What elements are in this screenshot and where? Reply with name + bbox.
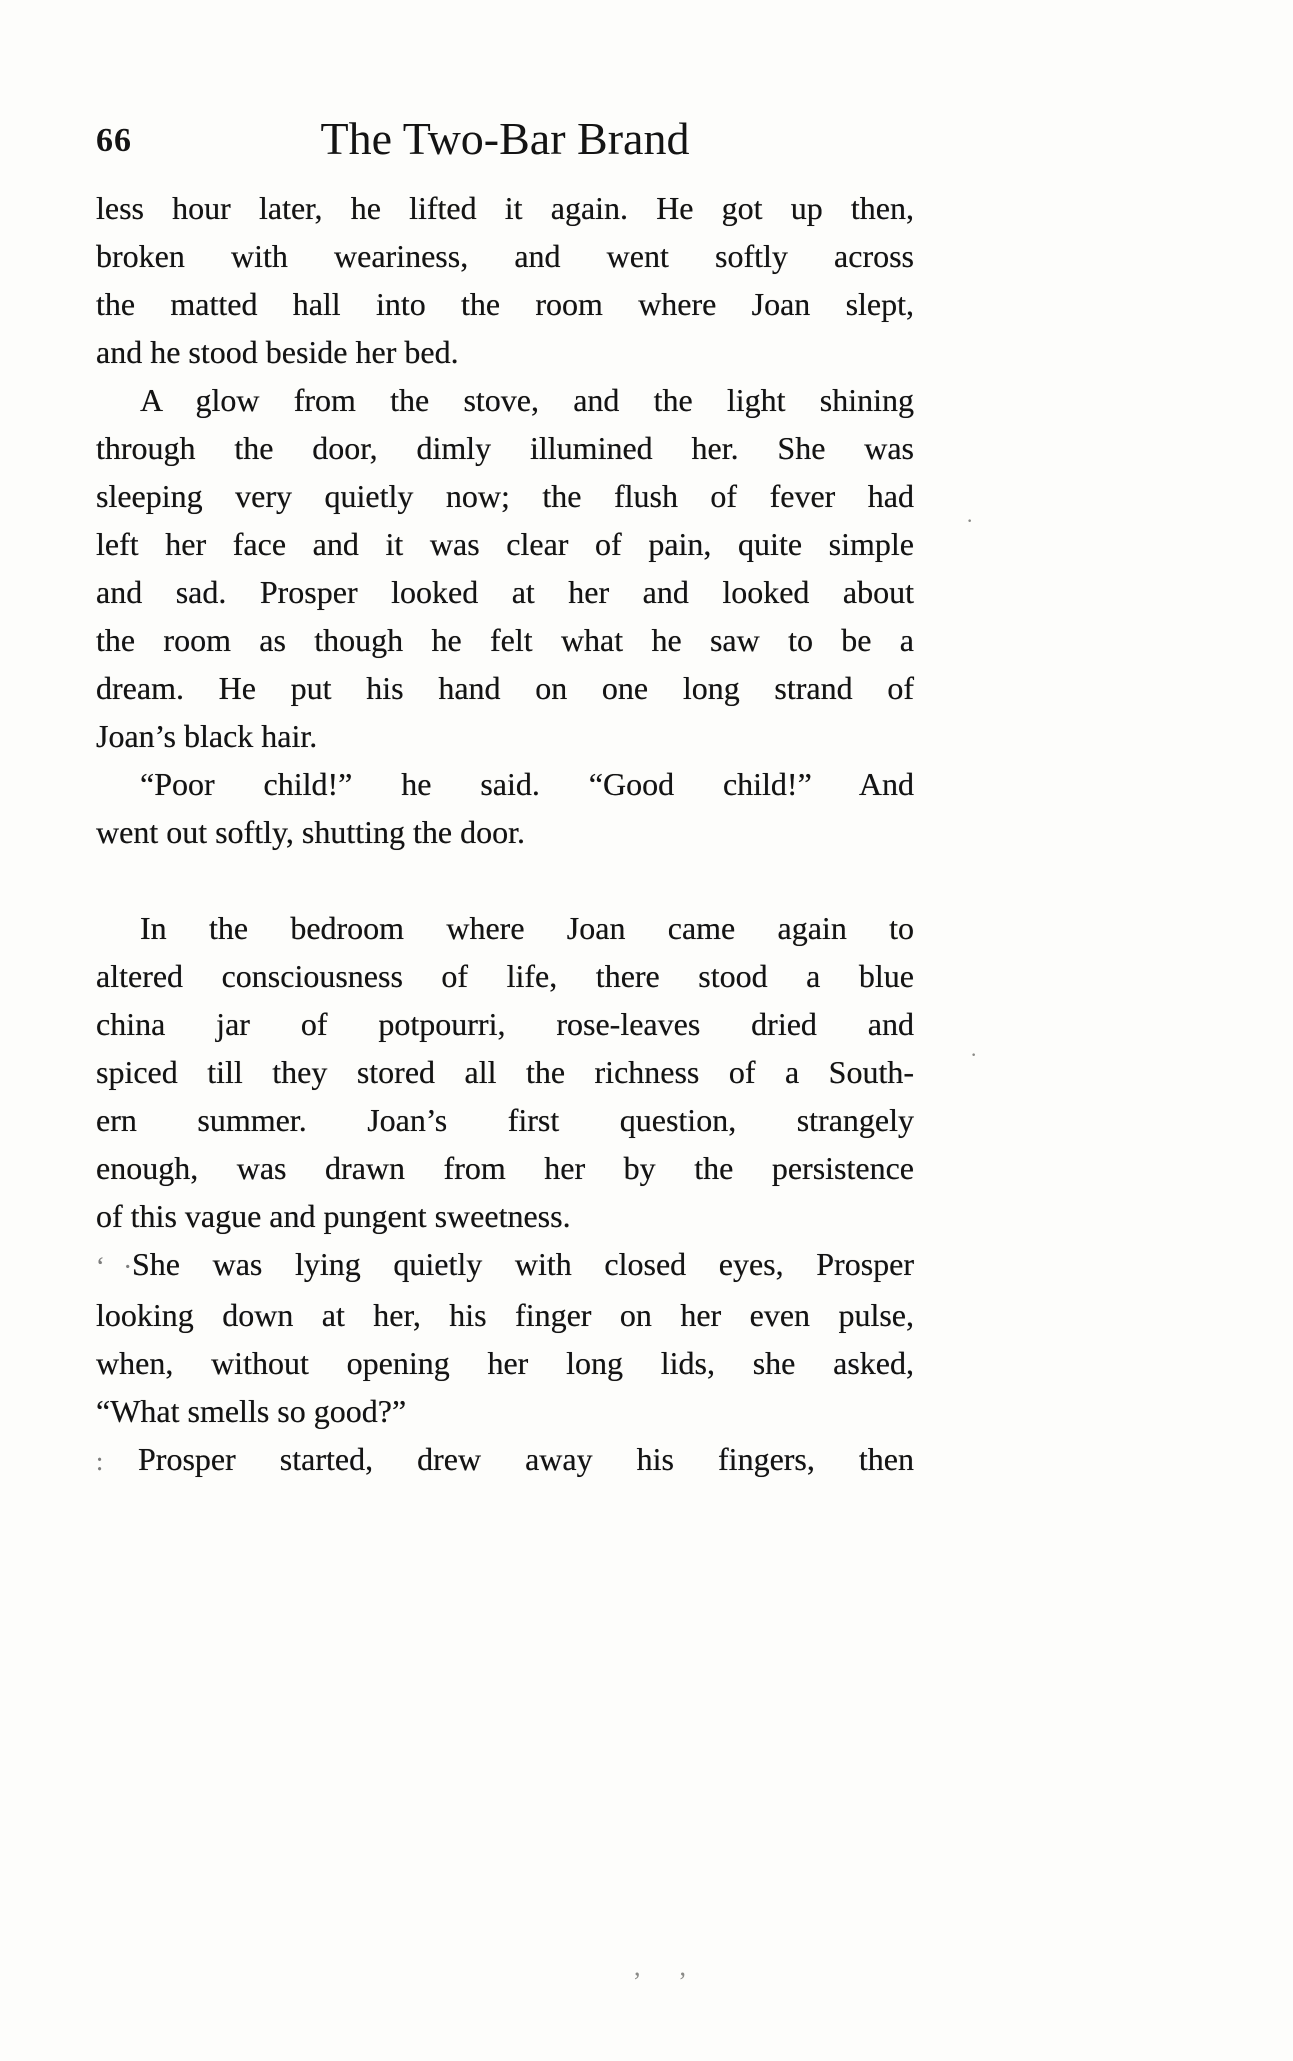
paragraph: [96, 1240, 914, 1435]
text-line: [96, 1240, 914, 1291]
line-text: Prosper started, drew away his fingers, then: [138, 1441, 914, 1477]
text-line: and sad. Prosper looked at her and looked about: [96, 574, 914, 610]
text-line: broken with weariness, and went softly across: [96, 238, 914, 274]
text-line: left her face and it was clear of pain, quite simple: [96, 526, 914, 562]
text-line: spiced till they stored all the richness of a South-: [96, 1054, 914, 1090]
text-line: In the bedroom where Joan came again to: [140, 910, 914, 946]
text-line: ern summer. Joan’s first question, strangely: [96, 1102, 914, 1138]
text-line: looking down at her, his finger on her even pulse,: [96, 1297, 914, 1333]
text-line: altered consciousness of life, there stood a blue: [96, 958, 914, 994]
text-line: “Poor child!” he said. “Good child!” And: [140, 766, 914, 802]
text-column: [96, 110, 914, 1486]
paragraph: [96, 184, 914, 376]
text-line: [96, 1435, 914, 1486]
running-header: [96, 110, 914, 174]
text-line: when, without opening her long lids, she asked,: [96, 1345, 914, 1381]
line-text: She was lying quietly with closed eyes, Prosper: [132, 1246, 914, 1282]
text-line: less hour later, he lifted it again. He got up then,: [96, 190, 914, 226]
text-line: the matted hall into the room where Joan slept,: [96, 286, 914, 322]
page-title: The Two-Bar Brand: [320, 113, 690, 164]
paragraph: [96, 1435, 914, 1486]
scan-speck: ·: [970, 1042, 978, 1067]
page-text: [96, 184, 914, 1486]
scan-speck: ·: [966, 508, 974, 533]
text-line: of this vague and pungent sweetness.: [96, 1198, 571, 1234]
text-line: china jar of potpourri, rose-leaves dried and: [96, 1006, 914, 1042]
text-line: “What smells so good?”: [96, 1393, 407, 1429]
print-artifact: :: [96, 1447, 104, 1476]
print-artifact: ‘ ·: [96, 1252, 132, 1281]
text-line: the room as though he felt what he saw to be a: [96, 622, 914, 658]
paragraph: [96, 376, 914, 760]
text-line: enough, was drawn from her by the persistence: [96, 1150, 914, 1186]
paragraph: [96, 760, 914, 856]
text-line: through the door, dimly illumined her. She was: [96, 430, 914, 466]
page-number: 66: [96, 122, 132, 159]
text-line: dream. He put his hand on one long strand of: [96, 670, 914, 706]
text-line: Joan’s black hair.: [96, 718, 318, 754]
text-line: and he stood beside her bed.: [96, 334, 459, 370]
paragraph: [96, 904, 914, 1240]
text-line: went out softly, shutting the door.: [96, 814, 526, 850]
text-line: sleeping very quietly now; the flush of fever had: [96, 478, 914, 514]
scan-speck: , ,: [634, 1952, 686, 1981]
text-line: A glow from the stove, and the light shining: [140, 382, 914, 418]
